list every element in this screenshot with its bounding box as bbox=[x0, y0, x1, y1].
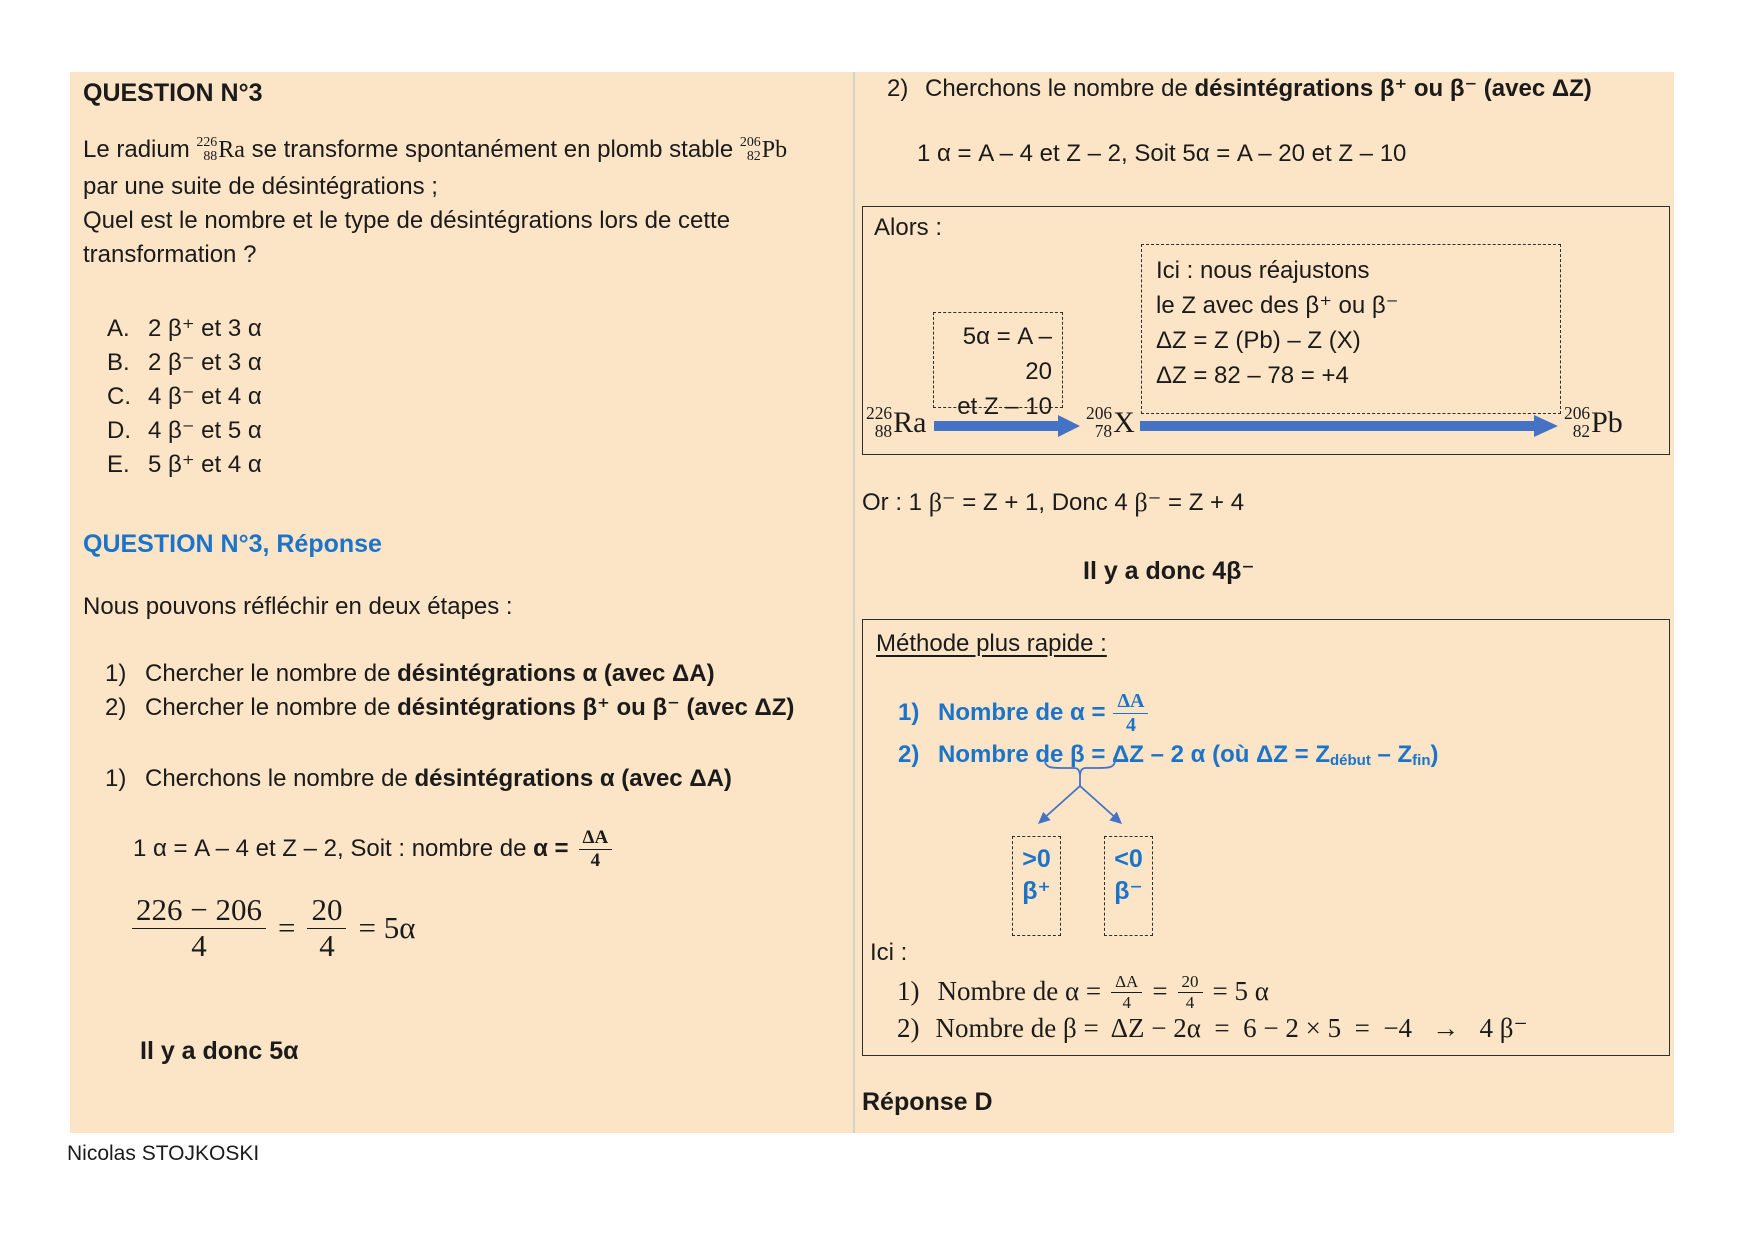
fraction-numerator: 226 − 206 bbox=[132, 894, 266, 929]
arrow-right-icon bbox=[934, 414, 1080, 438]
fraction-numerator: ΔA bbox=[579, 828, 613, 850]
branch-condition: <0 bbox=[1114, 845, 1143, 873]
option-letter: A. bbox=[107, 315, 130, 342]
beta-minus-symbol: β⁻ bbox=[1134, 488, 1162, 517]
relation-text: Or : 1 bbox=[862, 489, 929, 517]
beta-minus-symbol: β⁻ bbox=[1114, 877, 1143, 905]
option-letter: D. bbox=[107, 417, 131, 444]
fraction-denominator: 4 bbox=[319, 927, 335, 963]
note-line: ΔZ = Z (Pb) – Z (X) bbox=[1156, 327, 1361, 354]
step-text: Chercher le nombre de bbox=[145, 694, 398, 721]
option-letter: E. bbox=[107, 451, 130, 478]
answer-option-c bbox=[107, 382, 262, 412]
fraction-226-206-over-4 bbox=[132, 894, 266, 962]
relation-text: = Z + 4 bbox=[1161, 489, 1245, 517]
calc-result: = 5 α bbox=[1212, 976, 1269, 1007]
fraction-numerator: ΔA bbox=[1113, 691, 1148, 714]
fraction-numerator: 20 bbox=[307, 894, 346, 929]
equals-sign: = bbox=[1152, 976, 1168, 1007]
author-footer: Nicolas STOJKOSKI bbox=[67, 1142, 260, 1165]
rule-number: 1) bbox=[898, 699, 920, 726]
branch-beta-minus-box bbox=[1104, 836, 1153, 936]
beta-plus-symbol: β⁺ bbox=[1022, 877, 1051, 905]
note-5-alpha-box bbox=[933, 312, 1063, 420]
note-line: Ici : nous réajustons bbox=[1156, 257, 1370, 284]
steps-intro: Nous pouvons réfléchir en deux étapes : bbox=[83, 593, 513, 620]
step-number: 1) bbox=[105, 765, 127, 792]
nuclide-ra bbox=[196, 135, 245, 165]
atomic-number: 82 bbox=[1572, 420, 1591, 441]
step-item-1 bbox=[105, 659, 715, 689]
calc-text: Nombre de β = ΔZ − 2α = 6 − 2 × 5 = −4 → 4 β⁻ bbox=[935, 1013, 1528, 1043]
atomic-number: 88 bbox=[874, 420, 893, 441]
answer-heading: QUESTION N°3, Réponse bbox=[83, 530, 382, 558]
nuclide-numbers bbox=[1086, 405, 1112, 440]
fraction-delta-a-over-4 bbox=[1113, 691, 1148, 736]
rule-text: Nombre de α = bbox=[938, 699, 1106, 726]
equation-text: 1 α = A – 4 et Z – 2, Soit : nombre de bbox=[133, 835, 534, 862]
final-answer: Réponse D bbox=[862, 1088, 993, 1116]
beta-relation-line bbox=[862, 487, 1244, 520]
branch-beta-plus-box bbox=[1012, 836, 1061, 936]
step-text: Cherchons le nombre de bbox=[925, 75, 1195, 102]
step-text-bold: désintégrations β⁺ ou β⁻ (avec ΔZ) bbox=[1194, 75, 1592, 102]
calculation-equation bbox=[132, 894, 415, 962]
nuclide-numbers bbox=[866, 405, 892, 440]
note-line: ΔZ = 82 – 78 = +4 bbox=[1156, 362, 1349, 389]
element-symbol: X bbox=[1113, 406, 1135, 439]
mass-number: 206 bbox=[739, 135, 761, 151]
answer-option-d bbox=[107, 416, 262, 446]
arrow-right-icon bbox=[1140, 414, 1558, 438]
step-number: 2) bbox=[105, 694, 127, 721]
atomic-number: 88 bbox=[203, 149, 218, 164]
rule-expression: ΔZ – 2 α bbox=[1112, 741, 1206, 768]
rule-text: ) bbox=[1430, 741, 1439, 768]
method-title: Méthode plus rapide : bbox=[876, 630, 1107, 657]
step-2-detail bbox=[887, 74, 1592, 104]
step-text-bold: désintégrations β⁺ ou β⁻ (avec ΔZ) bbox=[397, 694, 795, 721]
step-text: Cherchons le nombre de bbox=[145, 765, 415, 792]
conclusion-4-beta: Il y a donc 4β⁻ bbox=[1083, 557, 1255, 585]
fraction-denominator: 4 bbox=[590, 849, 601, 871]
fraction-20-over-4 bbox=[1178, 973, 1203, 1012]
calc-text: Nombre de α = bbox=[937, 976, 1102, 1007]
step-number: 2) bbox=[887, 75, 909, 102]
note-readjust-z-box bbox=[1141, 244, 1561, 414]
nuclide-x bbox=[1086, 404, 1135, 442]
answer-option-e bbox=[107, 450, 262, 480]
step-text-bold: désintégrations α (avec ΔA) bbox=[414, 765, 732, 792]
equation-result: = 5α bbox=[358, 909, 416, 945]
element-symbol: Pb bbox=[761, 137, 788, 163]
nuclide-pb bbox=[740, 135, 787, 165]
column-divider bbox=[853, 72, 855, 1133]
mass-number: 226 bbox=[866, 403, 893, 424]
nuclide-ra bbox=[866, 404, 926, 442]
intro-line-3: Quel est le nombre et le type de désintégrations lors de cette bbox=[83, 207, 731, 234]
calc-number: 2) bbox=[897, 1013, 920, 1043]
step-1-detail bbox=[105, 764, 732, 794]
step-text-bold: désintégrations α (avec ΔA) bbox=[397, 660, 715, 687]
mass-number: 206 bbox=[1564, 403, 1591, 424]
step-text: Chercher le nombre de bbox=[145, 660, 398, 687]
mass-number: 206 bbox=[1086, 403, 1113, 424]
intro-line-4: transformation ? bbox=[83, 241, 257, 268]
option-text: 4 β⁻ et 5 α bbox=[148, 417, 262, 444]
ici-label: Ici : bbox=[870, 939, 908, 966]
calc-number: 1) bbox=[897, 976, 920, 1007]
fraction-denominator: 4 bbox=[1185, 992, 1195, 1012]
fraction-denominator: 4 bbox=[1122, 992, 1131, 1012]
fraction-20-over-4 bbox=[307, 894, 346, 962]
option-text: 5 β⁺ et 4 α bbox=[148, 451, 262, 478]
fraction-numerator: 20 bbox=[1178, 973, 1203, 993]
method-rule-2 bbox=[898, 740, 1438, 770]
fraction-delta-a-over-4 bbox=[579, 828, 613, 871]
relation-text: = Z + 1, Donc 4 bbox=[955, 489, 1135, 517]
step-item-2 bbox=[105, 693, 794, 723]
rule-text: – Z bbox=[1370, 741, 1413, 768]
option-letter: C. bbox=[107, 383, 131, 410]
option-text: 2 β⁺ et 3 α bbox=[148, 315, 262, 342]
answer-option-b bbox=[107, 348, 262, 378]
fraction-numerator: ΔA bbox=[1111, 973, 1142, 993]
element-symbol: Pb bbox=[1591, 406, 1623, 439]
nuclide-pb bbox=[1564, 404, 1623, 442]
intro-line-2: par une suite de désintégrations ; bbox=[83, 173, 438, 200]
alpha-equation bbox=[133, 820, 612, 878]
fraction-denominator: 4 bbox=[191, 927, 207, 963]
intro-line-1 bbox=[83, 130, 787, 170]
equals-sign: = bbox=[277, 909, 296, 945]
option-text: 4 β⁻ et 4 α bbox=[148, 383, 262, 410]
note-line: le Z avec des β⁺ ou β⁻ bbox=[1156, 292, 1399, 319]
element-symbol: Ra bbox=[893, 406, 927, 439]
subscript-fin: fin bbox=[1412, 751, 1431, 769]
question-title: QUESTION N°3 bbox=[83, 79, 263, 107]
option-text: 2 β⁻ et 3 α bbox=[148, 349, 262, 376]
atomic-number: 82 bbox=[746, 149, 761, 164]
rule-text: (où ΔZ = Z bbox=[1205, 741, 1330, 768]
step-number: 1) bbox=[105, 660, 127, 687]
alpha-substitution-line: 1 α = A – 4 et Z – 2, Soit 5α = A – 20 et Z – 10 bbox=[917, 140, 1407, 167]
nuclide-numbers bbox=[1564, 405, 1590, 440]
note-line: 5α = A – 20 bbox=[962, 323, 1052, 385]
subscript-debut: début bbox=[1329, 751, 1371, 769]
beta-minus-symbol: β⁻ bbox=[928, 488, 956, 517]
answer-option-a bbox=[107, 314, 262, 344]
conclusion-5-alpha: Il y a donc 5α bbox=[140, 1037, 299, 1065]
intro-text: se transforme spontanément en plomb stable bbox=[244, 136, 740, 163]
branch-arrows-icon bbox=[1002, 756, 1162, 836]
rule-text: Nombre de β = bbox=[938, 741, 1113, 768]
fraction-delta-a-over-4 bbox=[1111, 973, 1142, 1012]
intro-text: Le radium bbox=[83, 136, 197, 163]
atomic-number: 78 bbox=[1094, 420, 1113, 441]
mass-number: 226 bbox=[196, 135, 218, 151]
method-calc-2 bbox=[897, 1012, 1528, 1046]
rule-number: 2) bbox=[898, 741, 920, 768]
element-symbol: Ra bbox=[218, 137, 245, 163]
alpha-equals: α = bbox=[533, 835, 569, 862]
fraction-denominator: 4 bbox=[1125, 713, 1136, 736]
nuclide-numbers bbox=[196, 136, 217, 164]
option-letter: B. bbox=[107, 349, 130, 376]
branch-condition: >0 bbox=[1022, 845, 1051, 873]
method-rule-1 bbox=[898, 686, 1148, 740]
note-line: et Z – 10 bbox=[957, 393, 1052, 420]
nuclide-numbers bbox=[740, 136, 761, 164]
alors-label: Alors : bbox=[874, 214, 943, 241]
